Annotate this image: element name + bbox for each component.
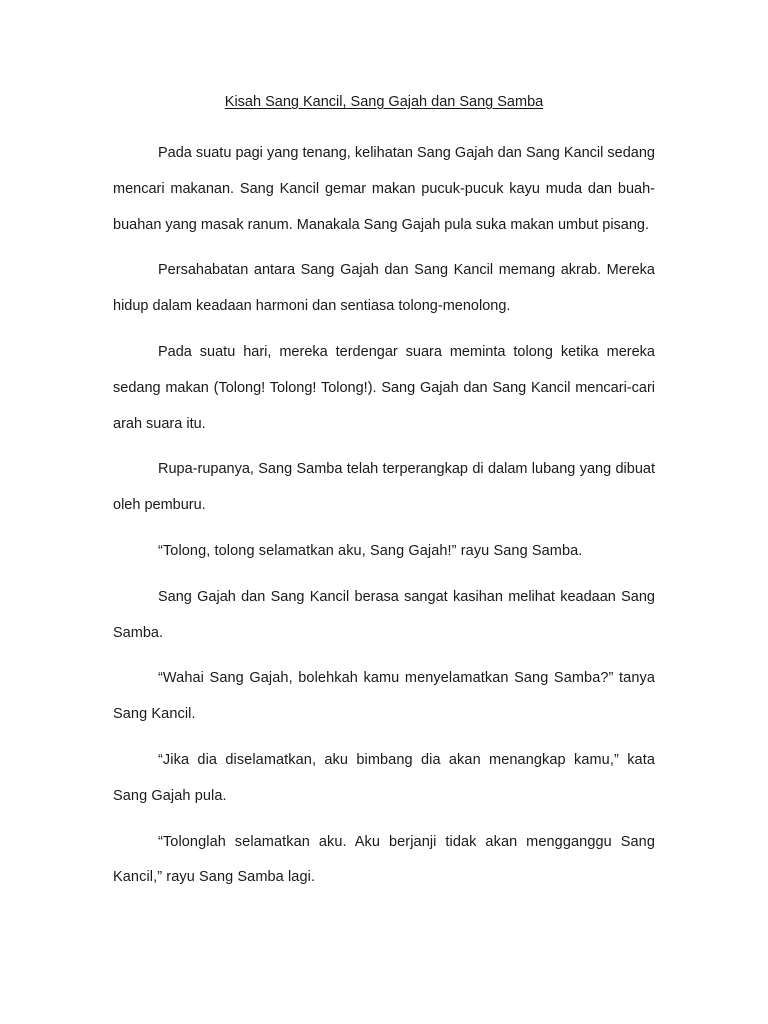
dialogue-paragraph: “Tolonglah selamatkan aku. Aku berjanji tidak akan mengganggu Sang Kancil,” rayu Sang Samba lagi. [113, 833, 655, 886]
story-title: Kisah Sang Kancil, Sang Gajah dan Sang Samba [224, 94, 544, 110]
paragraph: Rupa-rupanya, Sang Samba telah terperangkap di dalam lubang yang dibuat oleh pemburu. [113, 461, 655, 514]
paragraph: Pada suatu hari, mereka terdengar suara meminta tolong ketika mereka sedang makan (Tolong! Tolong! Tolong!). Sang Gajah dan Sang Kancil mencari-cari arah suara itu. [113, 343, 655, 432]
dialogue-paragraph: “Tolong, tolong selamatkan aku, Sang Gajah!” rayu Sang Samba. [158, 542, 583, 559]
paragraph: Persahabatan antara Sang Gajah dan Sang Kancil memang akrab. Mereka hidup dalam keadaan harmoni dan sentiasa tolong-menolong. [113, 262, 655, 315]
paragraph: Sang Gajah dan Sang Kancil berasa sangat kasihan melihat keadaan Sang Samba. [113, 588, 655, 641]
story-body [113, 136, 655, 906]
dialogue-paragraph: “Wahai Sang Gajah, bolehkah kamu menyelamatkan Sang Samba?” tanya Sang Kancil. [113, 670, 655, 723]
paragraph: Pada suatu pagi yang tenang, kelihatan Sang Gajah dan Sang Kancil sedang mencari makanan. Sang Kancil gemar makan pucuk-pucuk kayu muda dan buah-buahan yang masak ranum. Manakala Sang Gajah pula suka makan umbut pisang. [113, 145, 655, 233]
dialogue-paragraph: “Jika dia diselamatkan, aku bimbang dia akan menangkap kamu,” kata Sang Gajah pula. [113, 751, 655, 804]
